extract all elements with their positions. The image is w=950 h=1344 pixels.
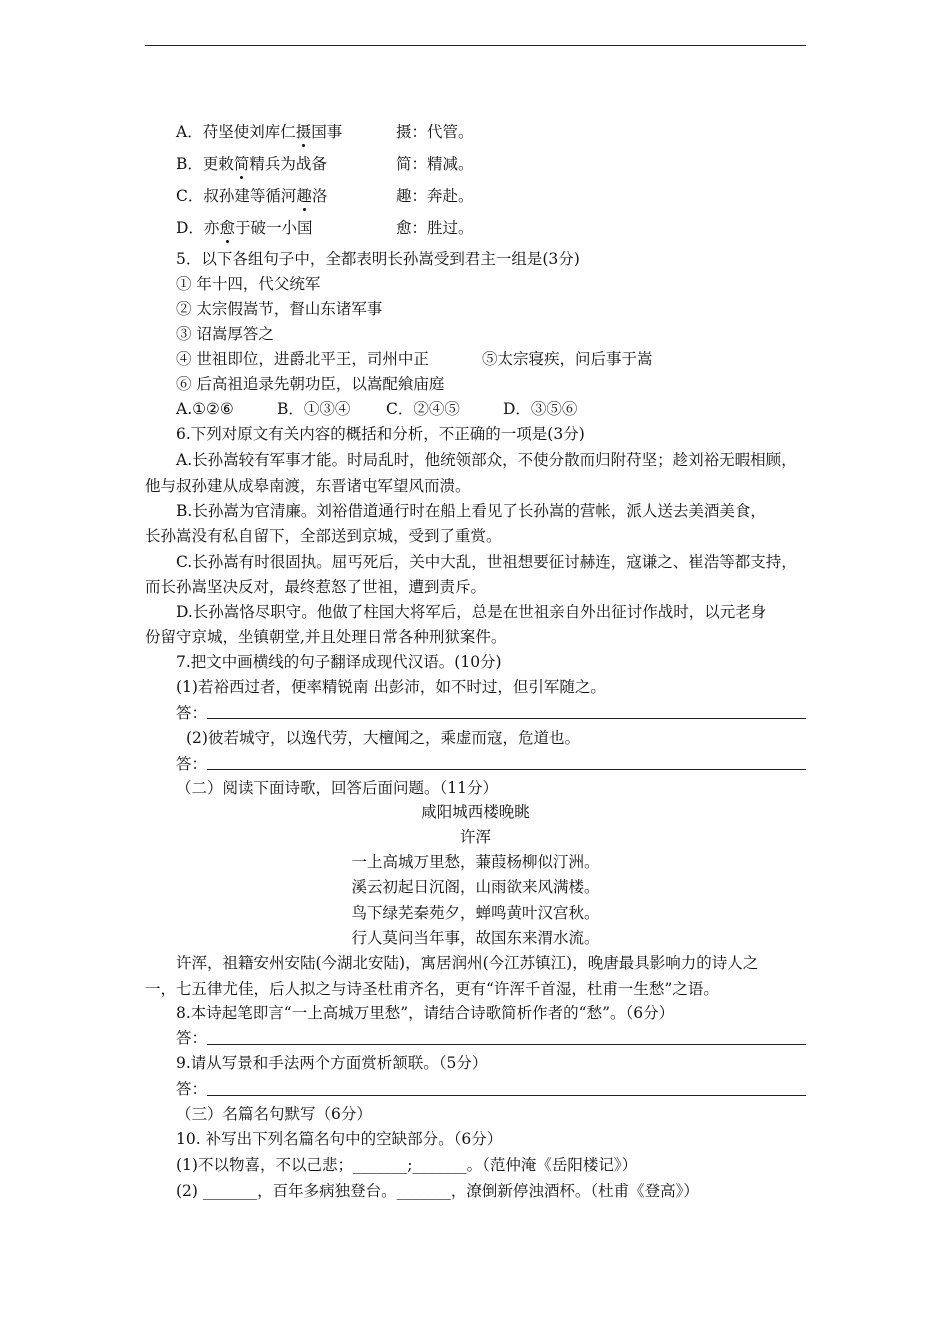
poem-note-line1: 许浑，祖籍安州安陆(今湖北安陆)，寓居润州(今江苏镇江)，晚唐最具影响力的诗人之 [176,954,759,972]
poem-author: 许浑 [459,828,491,846]
q6-option-b-line2: 长孙嵩没有私自留下，全部送到京城，受到了重赏。 [145,527,502,545]
q6-stem: 6.下列对原文有关内容的概括和分析，不正确的一项是(3分) [176,425,585,443]
q5-sentence-6: ⑥ 后高祖追录先朝功臣，以嵩配飨庙庭 [176,375,445,393]
q5-option-c: C．②④⑤ [386,400,460,418]
q4-gloss-b: 简：精减。 [396,155,474,173]
q7-answer-label-2: 答： [176,755,208,773]
q5-sentence-5: ⑤太宗寝疾，问后事于嵩 [482,350,653,368]
q5-sentence-4: ④ 世祖即位，进爵北平王，司州中正 [176,350,429,368]
q9-stem: 9.请从写景和手法两个方面赏析颔联。（5分） [176,1054,488,1072]
q5-option-a: A.①②⑥ [176,400,234,418]
q4-gloss-a: 摄：代管。 [396,123,474,141]
q5-option-d: D．③⑤⑥ [503,400,578,418]
q6-option-d-line2: 份留守京城，坐镇朝堂,并且处理日常各种刑狱案件。 [145,628,507,646]
section-3-heading: （三）名篇名句默写（6分） [176,1105,372,1123]
q10-line-1: (1)不以物喜，不以己悲；_______;_______。（范仲淹《岳阳楼记》） [176,1156,638,1174]
q4-option-b: B．更敕简精兵为战备 [176,155,327,173]
q5-sentence-2: ② 太宗假嵩节，督山东诸军事 [176,300,383,318]
poem-line-1: 一上高城万里愁，蒹葭杨柳似汀洲。 [351,853,600,871]
answer-line [207,769,806,770]
q5-stem: 5．以下各组句子中，全都表明长孙嵩受到君主一组是(3分) [176,250,580,268]
q9-answer-label: 答： [176,1080,208,1098]
q6-option-a-line2: 他与叔孙建从成皋南渡，东晋诸屯军望风而溃。 [145,477,471,495]
q5-sentence-3: ③ 诏嵩厚答之 [176,325,274,343]
q7-sentence-2: (2)彼若城守，以逸代劳，大檀闻之，乘虚而寇，危道也。 [186,729,580,747]
q4-gloss-d: 愈：胜过。 [396,219,474,237]
q7-stem: 7.把文中画横线的句子翻译成现代汉语。(10分) [176,653,502,671]
q7-sentence-1: (1)若裕西过者，便率精锐南 出彭沛，如不时过，但引军随之。 [176,678,606,696]
q6-option-a-line1: A.长孙嵩较有军事才能。时局乱时，他统领部众，不使分散而归附苻坚；趁刘裕无暇相顾， [176,451,797,469]
q4-option-c: C．叔孙建等循河趣洛 [176,187,328,205]
emphasis-dot-char: 趣 [296,187,312,205]
poem-note-line2: 一，七五律尤佳，后人拟之与诗圣杜甫齐名，更有“许浑千首湿，杜甫一生愁”之语。 [145,980,719,998]
q10-line-2: (2) _______，百年多病独登台。_______，潦倒新停浊酒杯。（杜甫《登高》） [176,1182,699,1200]
q4-option-d: D．亦愈于破一小国 [176,219,313,237]
answer-line [207,1044,806,1045]
poem-section-heading: （二）阅读下面诗歌，回答后面问题。（11分） [176,779,498,797]
q6-option-c-line2: 而长孙嵩坚决反对，最终惹怒了世祖，遭到责斥。 [145,578,487,596]
q10-stem: 10. 补写出下列名篇名句中的空缺部分。（6分） [176,1130,503,1148]
poem-title: 咸阳城西楼晚眺 [421,803,530,821]
poem-line-2: 溪云初起日沉阁，山雨欲来风满楼。 [351,878,600,896]
header-rule [145,45,806,46]
answer-line [207,1095,806,1096]
poem-line-4: 行人莫问当年事，故国东来渭水流。 [351,929,600,947]
q8-answer-label: 答： [176,1029,208,1047]
poem-line-3: 鸟下绿芜秦苑夕，蝉鸣黄叶汉宫秋。 [351,904,600,922]
emphasis-dot-char: 愈 [219,219,235,237]
q5-sentence-1: ① 年十四，代父统军 [176,275,321,293]
q5-option-b: B．①③④ [277,400,351,418]
q6-option-c-line1: C.长孙嵩有时很固执。屈丐死后，关中大乱，世祖想要征讨赫连，寇谦之、崔浩等都支持， [176,553,797,571]
q8-stem: 8.本诗起笔即言“一上高城万里愁”，请结合诗歌简析作者的“愁”。（6分） [176,1004,675,1022]
q4-option-a: A．苻坚使刘库仁摄国事 [176,123,343,141]
q7-answer-label-1: 答： [176,704,208,722]
emphasis-dot-char: 摄 [295,123,312,141]
q6-option-b-line1: B.长孙嵩为官清廉。刘裕借道通行时在船上看见了长孙嵩的营帐，派人送去美酒美食， [176,502,766,520]
answer-line [207,718,806,719]
emphasis-dot-char: 简 [233,155,250,173]
q4-gloss-c: 趣：奔赴。 [396,187,474,205]
q6-option-d-line1: D.长孙嵩恪尽职守。他做了柱国大将军后，总是在世祖亲自外出征讨作战时，以元老身 [176,603,767,621]
